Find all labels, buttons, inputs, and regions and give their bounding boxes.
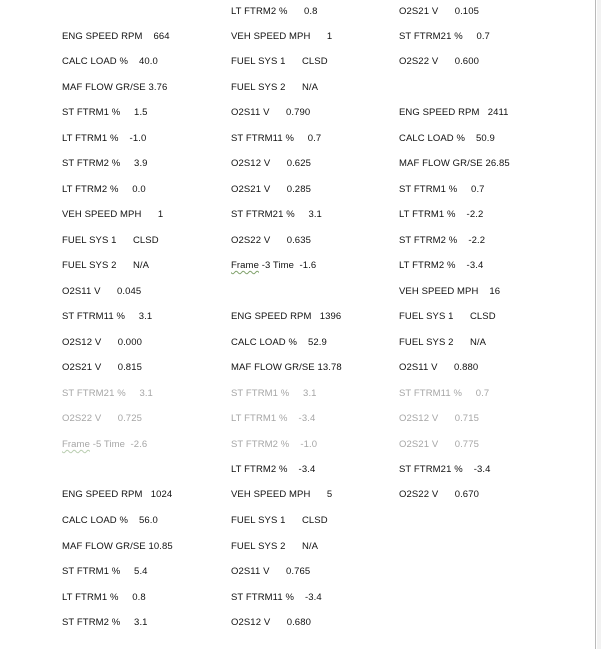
st-ftrm2-row: ST FTRM2 % -1.0 bbox=[231, 439, 318, 450]
o2s21-row: O2S21 V 0.105 bbox=[399, 6, 479, 17]
o2s22-row: O2S22 V 0.725 bbox=[62, 413, 142, 424]
fuel-sys-1-row: FUEL SYS 1 CLSD bbox=[399, 311, 496, 322]
page-edge bbox=[595, 0, 596, 649]
lt-ftrm2-row: LT FTRM2 % 0.8 bbox=[231, 6, 318, 17]
veh-speed-row: VEH SPEED MPH 5 bbox=[231, 489, 333, 500]
o2s21-row: O2S21 V 0.285 bbox=[231, 184, 311, 195]
frame-time-value: -5 Time -2.6 bbox=[89, 439, 148, 450]
st-ftrm1-row: ST FTRM1 % 1.5 bbox=[62, 107, 148, 118]
fuel-sys-2-row: FUEL SYS 2 N/A bbox=[62, 260, 150, 271]
lt-ftrm1-row: LT FTRM1 % -2.2 bbox=[399, 209, 484, 220]
st-ftrm11-row: ST FTRM11 % 0.7 bbox=[231, 133, 322, 144]
frame-time-row bbox=[231, 260, 316, 272]
calc-load-row: CALC LOAD % 50.9 bbox=[399, 133, 495, 144]
fuel-sys-1-row: FUEL SYS 1 CLSD bbox=[231, 515, 328, 526]
o2s11-row: O2S11 V 0.765 bbox=[231, 566, 311, 577]
calc-load-row: CALC LOAD % 52.9 bbox=[231, 337, 327, 348]
st-ftrm2-row: ST FTRM2 % -2.2 bbox=[399, 235, 486, 246]
calc-load-row: CALC LOAD % 40.0 bbox=[62, 56, 158, 67]
st-ftrm2-row: ST FTRM2 % 3.1 bbox=[62, 617, 148, 628]
o2s12-row: O2S12 V 0.680 bbox=[231, 617, 311, 628]
frame-time-row bbox=[62, 439, 147, 451]
fuel-sys-2-row: FUEL SYS 2 N/A bbox=[231, 541, 319, 552]
frame-label: Frame bbox=[231, 260, 259, 271]
fuel-sys-2-row: FUEL SYS 2 N/A bbox=[399, 337, 487, 348]
veh-speed-row: VEH SPEED MPH 1 bbox=[231, 31, 333, 42]
data-column-2 bbox=[231, 0, 401, 649]
fuel-sys-2-row: FUEL SYS 2 N/A bbox=[231, 82, 319, 93]
maf-flow-row: MAF FLOW GR/SE 10.85 bbox=[62, 541, 173, 552]
o2s11-row: O2S11 V 0.790 bbox=[231, 107, 311, 118]
data-column-3 bbox=[399, 0, 569, 649]
page-shadow bbox=[597, 0, 601, 649]
st-ftrm21-row: ST FTRM21 % -3.4 bbox=[399, 464, 491, 475]
st-ftrm21-row: ST FTRM21 % 3.1 bbox=[62, 388, 153, 399]
o2s11-row: O2S11 V 0.045 bbox=[62, 286, 142, 297]
maf-flow-row: MAF FLOW GR/SE 13.78 bbox=[231, 362, 342, 373]
o2s22-row: O2S22 V 0.670 bbox=[399, 489, 479, 500]
frame-time-value: -3 Time -1.6 bbox=[258, 260, 317, 271]
eng-speed-rpm-row: ENG SPEED RPM 2411 bbox=[399, 107, 509, 118]
fuel-sys-1-row: FUEL SYS 1 CLSD bbox=[62, 235, 159, 246]
calc-load-row: CALC LOAD % 56.0 bbox=[62, 515, 158, 526]
st-ftrm1-row: ST FTRM1 % 0.7 bbox=[399, 184, 485, 195]
lt-ftrm1-row: LT FTRM1 % 0.8 bbox=[62, 592, 146, 603]
lt-ftrm1-row: LT FTRM1 % -3.4 bbox=[231, 413, 316, 424]
lt-ftrm2-row: LT FTRM2 % -3.4 bbox=[231, 464, 316, 475]
maf-flow-row: MAF FLOW GR/SE 26.85 bbox=[399, 158, 510, 169]
eng-speed-rpm-row: ENG SPEED RPM 664 bbox=[62, 31, 170, 42]
st-ftrm2-row: ST FTRM2 % 3.9 bbox=[62, 158, 148, 169]
o2s21-row: O2S21 V 0.775 bbox=[399, 439, 479, 450]
st-ftrm11-row: ST FTRM11 % -3.4 bbox=[231, 592, 322, 603]
veh-speed-row: VEH SPEED MPH 16 bbox=[399, 286, 501, 297]
lt-ftrm1-row: LT FTRM1 % -1.0 bbox=[62, 133, 147, 144]
o2s12-row: O2S12 V 0.000 bbox=[62, 337, 142, 348]
data-column-1 bbox=[62, 0, 232, 649]
eng-speed-rpm-row: ENG SPEED RPM 1396 bbox=[231, 311, 342, 322]
o2s22-row: O2S22 V 0.600 bbox=[399, 56, 479, 67]
o2s21-row: O2S21 V 0.815 bbox=[62, 362, 142, 373]
o2s11-row: O2S11 V 0.880 bbox=[399, 362, 479, 373]
st-ftrm1-row: ST FTRM1 % 5.4 bbox=[62, 566, 148, 577]
st-ftrm11-row: ST FTRM11 % 0.7 bbox=[399, 388, 490, 399]
o2s12-row: O2S12 V 0.625 bbox=[231, 158, 311, 169]
frame-label: Frame bbox=[62, 439, 90, 450]
st-ftrm21-row: ST FTRM21 % 3.1 bbox=[231, 209, 322, 220]
o2s12-row: O2S12 V 0.715 bbox=[399, 413, 479, 424]
st-ftrm1-row: ST FTRM1 % 3.1 bbox=[231, 388, 317, 399]
fuel-sys-1-row: FUEL SYS 1 CLSD bbox=[231, 56, 328, 67]
maf-flow-row: MAF FLOW GR/SE 3.76 bbox=[62, 82, 168, 93]
eng-speed-rpm-row: ENG SPEED RPM 1024 bbox=[62, 489, 173, 500]
st-ftrm21-row: ST FTRM21 % 0.7 bbox=[399, 31, 490, 42]
st-ftrm11-row: ST FTRM11 % 3.1 bbox=[62, 311, 153, 322]
o2s22-row: O2S22 V 0.635 bbox=[231, 235, 311, 246]
lt-ftrm2-row: LT FTRM2 % -3.4 bbox=[399, 260, 484, 271]
lt-ftrm2-row: LT FTRM2 % 0.0 bbox=[62, 184, 146, 195]
veh-speed-row: VEH SPEED MPH 1 bbox=[62, 209, 164, 220]
